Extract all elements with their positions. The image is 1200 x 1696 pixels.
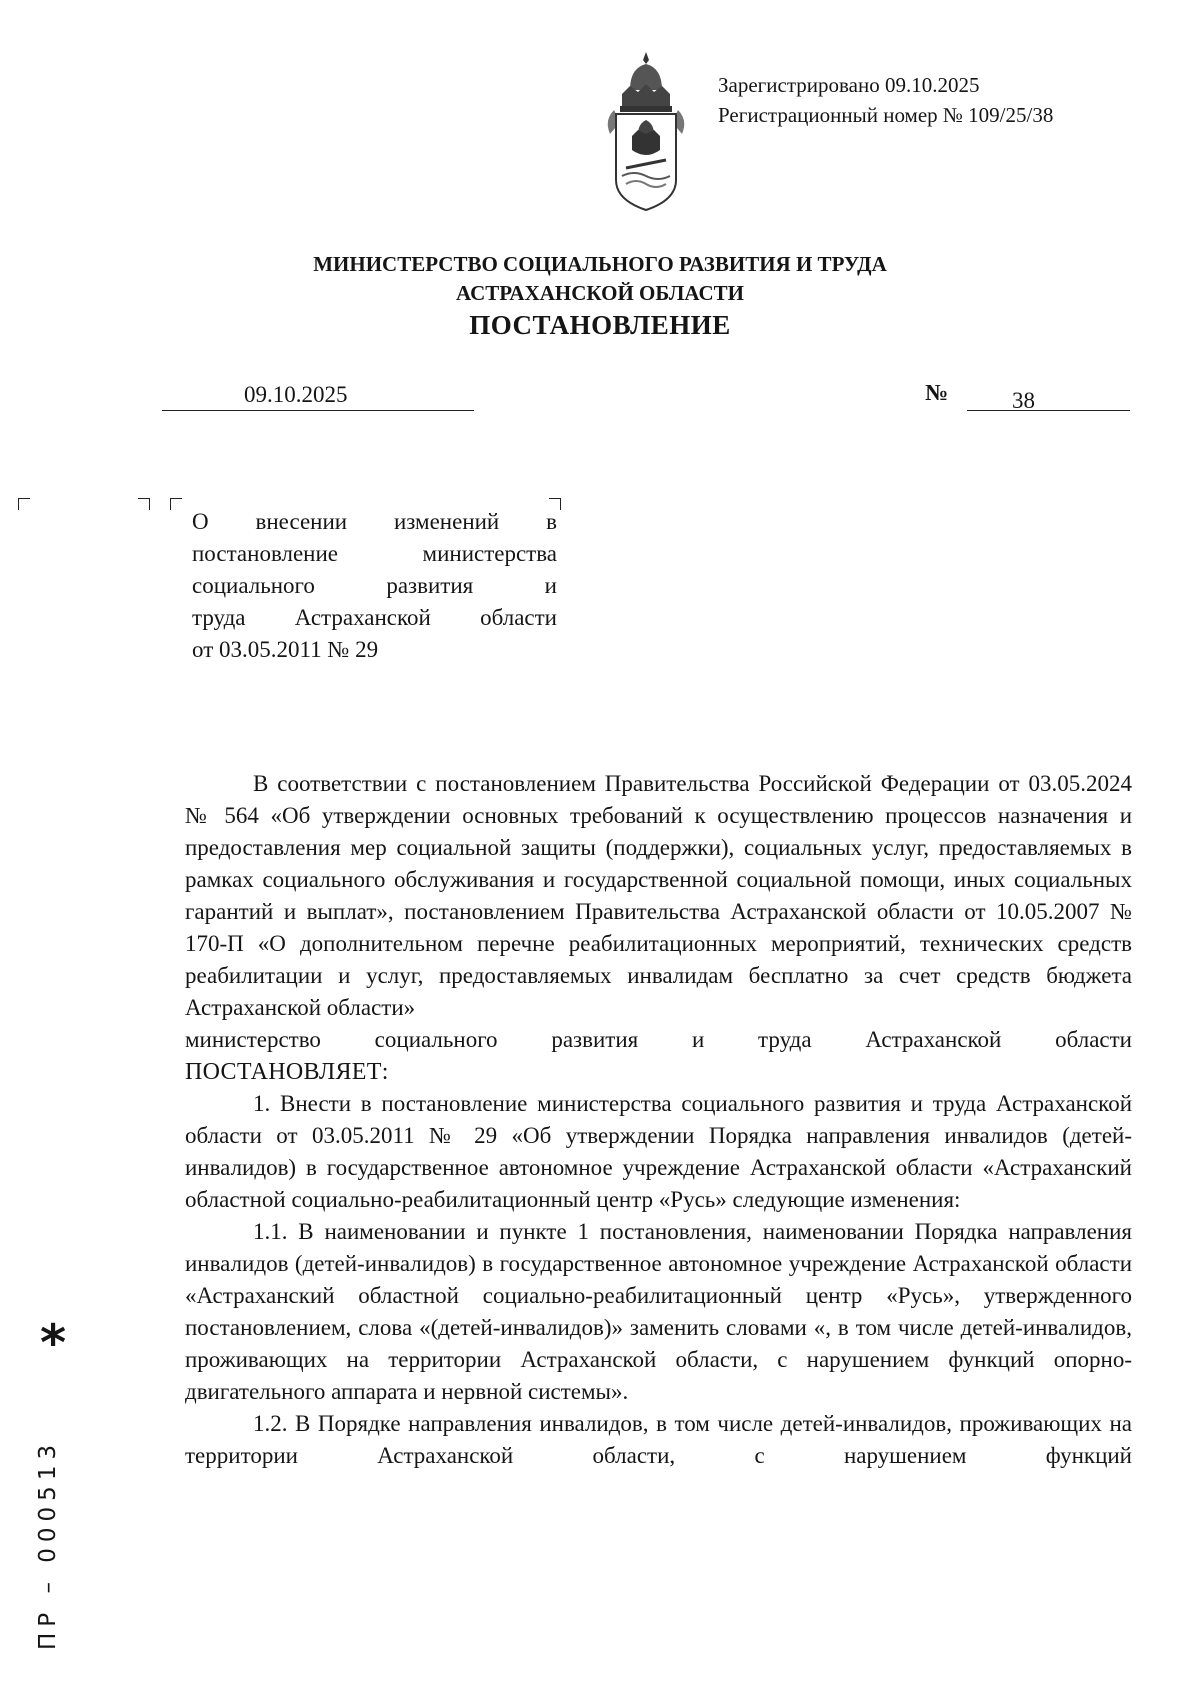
paragraph-1-1: 1.1. В наименовании и пункте 1 постановления, наименовании Порядка направления инвалидов (детей-инвалидов) в государственное автономное учреждение Астраханской области «Астраханский областной социально-реабилитационный центр «Русь», утвержденного постановлением, слова «(детей-инвалидов)» заменить словами «, в том числе детей-инвалидов, проживающих на территории Астраханской области, с нарушением функций опорно-двигательного аппарата и нервной системы». — [185, 1219, 1132, 1404]
registration-number: Регистрационный номер № 109/25/38 — [718, 103, 1054, 127]
registration-stamp — [718, 70, 1053, 130]
subject-line: О внесении изменений в — [192, 509, 557, 534]
subject-line: постановление министерства — [192, 541, 557, 566]
document-body — [185, 768, 1132, 1472]
decree-word: ПОСТАНОВЛЯЕТ: — [185, 1059, 389, 1085]
ministry-name-line2: АСТРАХАНСКОЙ ОБЛАСТИ — [455, 281, 745, 305]
subject-line: труда Астраханской области — [192, 605, 557, 630]
preamble-paragraph: В соответствии с постановлением Правительства Российской Федерации от 03.05.2024 № 564 «Об утверждении основных требований к осуществлению процессов назначения и предоставления мер социальной защиты (поддержки), социальных услуг, предоставляемых в рамках социального обслуживания и государственной социальной помощи, иных социальных гарантий и выплат», постановлением Правительства Астраханской области от 10.05.2007 № 170-П «О дополнительном перечне реабилитационных мероприятий, технических средств реабилитации и услуг, предоставляемых инвалидам бесплатно за счет средств бюджета Астраханской области» — [185, 771, 1132, 1020]
margin-asterisk: * — [40, 1314, 67, 1372]
document-subject — [192, 506, 557, 666]
coat-of-arms-emblem — [600, 50, 692, 218]
document-date: 09.10.2025 — [244, 382, 348, 407]
subject-line: от 03.05.2011 № 29 — [192, 637, 379, 662]
document-date-field — [162, 378, 474, 411]
corner-mark-left-inner — [138, 498, 150, 510]
document-number: 38 — [1012, 388, 1035, 413]
corner-mark-subject-left — [170, 498, 182, 510]
corner-mark-left-outer — [18, 498, 30, 510]
document-type-title: ПОСТАНОВЛЕНИЕ — [469, 310, 731, 340]
issuer-line: министерство социального развития и труда Астраханской области — [185, 1027, 1132, 1052]
paragraph-1-2: 1.2. В Порядке направления инвалидов, в том числе детей-инвалидов, проживающих на территории Астраханской области, с нарушением функций — [185, 1411, 1132, 1468]
number-sign: № — [925, 380, 949, 405]
serial-number: ПР – 000513 — [35, 1438, 61, 1650]
subject-line: социального развития и — [192, 573, 557, 598]
paragraph-1: 1. Внести в постановление министерства социального развития и труда Астраханской области от 03.05.2011 № 29 «Об утверждении Порядка направления инвалидов (детей-инвалидов) в государственное автономное учреждение Астраханской области «Астраханский областной социально-реабилитационный центр «Русь» следующие изменения: — [185, 1091, 1132, 1212]
ministry-name-line1: МИНИСТЕРСТВО СОЦИАЛЬНОГО РАЗВИТИЯ И ТРУДА — [313, 252, 887, 276]
registration-date: Зарегистрировано 09.10.2025 — [718, 73, 980, 97]
document-number-field — [967, 378, 1130, 411]
